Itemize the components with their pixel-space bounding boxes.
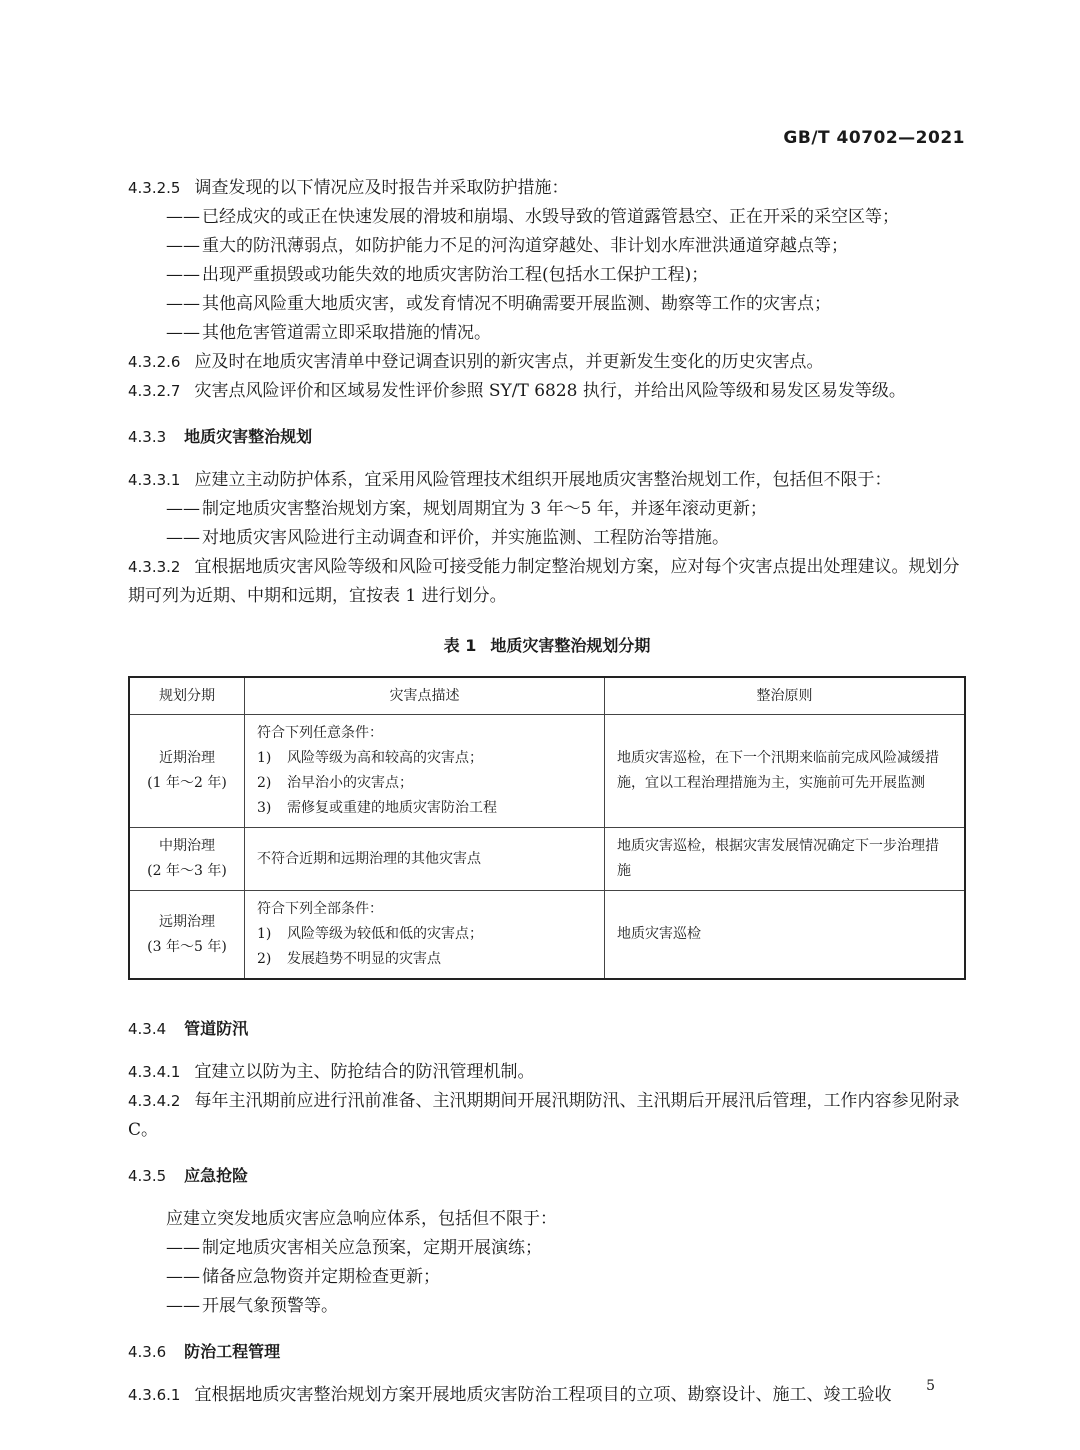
period-cell: 中期治理 (2 年～3 年) xyxy=(129,828,245,891)
clause-4-3-5-text: 应建立突发地质灾害应急响应体系，包括但不限于： xyxy=(166,1209,557,1229)
section-heading-4-3-4: 4.3.4 管道防汛 xyxy=(128,1019,249,1038)
clause-number: 4.3.3.1 xyxy=(128,471,181,489)
page-number: 5 xyxy=(926,1378,935,1394)
list-item: —— 储备应急物资并定期检查更新； xyxy=(166,1267,440,1287)
list-item: —— 已经成灾的或正在快速发展的滑坡和崩塌、水毁导致的管道露管悬空、正在开采的采空区等； xyxy=(166,207,899,227)
clause-number: 4.3.2.5 xyxy=(128,179,181,197)
clause-text: 调查发现的以下情况应及时报告并采取防护措施： xyxy=(194,178,569,198)
list-item: —— 其他危害管道需立即采取措施的情况。 xyxy=(166,323,491,343)
clause-4-3-3-1 xyxy=(128,466,966,495)
clause-number: 4.3.2.7 xyxy=(128,382,181,400)
clause-4-3-6-1 xyxy=(128,1381,966,1410)
description-cell: 不符合近期和远期治理的其他灾害点 xyxy=(245,828,605,891)
section-heading-4-3-3: 4.3.3 地质灾害整治规划 xyxy=(128,427,313,446)
list-item: —— 制定地质灾害整治规划方案，规划周期宜为 3 年～5 年，并逐年滚动更新； xyxy=(166,499,767,519)
clause-4-3-4-1 xyxy=(128,1058,966,1087)
section-heading-4-3-5: 4.3.5 应急抢险 xyxy=(128,1166,249,1185)
clause-text: 宜建立以防为主、防抢结合的防汛管理机制。 xyxy=(194,1062,535,1082)
principle-cell: 地质灾害巡检 xyxy=(605,891,966,980)
clause-number: 4.3.2.6 xyxy=(128,353,181,371)
header-description: 灾害点描述 xyxy=(245,677,605,715)
clause-4-3-3-2 xyxy=(128,553,966,611)
list-item: —— 出现严重损毁或功能失效的地质灾害防治工程(包括水工保护工程)； xyxy=(166,265,709,285)
clause-text: 宜根据地质灾害整治规划方案开展地质灾害防治工程项目的立项、勘察设计、施工、竣工验收 xyxy=(194,1385,892,1405)
clause-4-3-4-2 xyxy=(128,1087,966,1145)
period-cell: 远期治理 (3 年～5 年) xyxy=(129,891,245,980)
header-principle: 整治原则 xyxy=(605,677,966,715)
table-header-row xyxy=(129,677,965,715)
header-period: 规划分期 xyxy=(129,677,245,715)
list-item: —— 对地质灾害风险进行主动调查和评价，并实施监测、工程防治等措施。 xyxy=(166,528,729,548)
document-body xyxy=(128,174,966,1410)
clause-text: 宜根据地质灾害风险等级和风险可接受能力制定整治规划方案，应对每个灾害点提出处理建议。规划分期可列为近期、中期和远期，宜按表 1 进行划分。 xyxy=(128,557,960,606)
list-item: —— 制定地质灾害相关应急预案，定期开展演练； xyxy=(166,1238,542,1258)
clause-text: 应建立主动防护体系，宜采用风险管理技术组织开展地质灾害整治规划工作，包括但不限于： xyxy=(194,470,892,490)
principle-cell: 地质灾害巡检，在下一个汛期来临前完成风险减缓措施，宜以工程治理措施为主，实施前可先开展监测 xyxy=(605,715,966,828)
description-cell: 符合下列任意条件： 1) 风险等级为高和较高的灾害点； 2) 治早治小的灾害点； 3) 需修复或重建的地质灾害防治工程 xyxy=(245,715,605,828)
table-row xyxy=(129,715,965,828)
clause-number: 4.3.6.1 xyxy=(128,1386,181,1404)
period-cell: 近期治理 (1 年～2 年) xyxy=(129,715,245,828)
clause-text: 应及时在地质灾害清单中登记调查识别的新灾害点，并更新发生变化的历史灾害点。 xyxy=(194,352,824,372)
section-heading-4-3-6: 4.3.6 防治工程管理 xyxy=(128,1342,281,1361)
planning-table xyxy=(128,676,966,980)
table-row xyxy=(129,828,965,891)
standard-number: GB/T 40702—2021 xyxy=(783,128,965,148)
table-caption: 表 1 地质灾害整治规划分期 xyxy=(443,636,651,655)
clause-text: 灾害点风险评价和区域易发性评价参照 SY/T 6828 执行，并给出风险等级和易发区易发等级。 xyxy=(194,381,906,401)
clause-4-3-2-5 xyxy=(128,174,966,203)
list-item: —— 开展气象预警等。 xyxy=(166,1296,338,1316)
list-item: —— 重大的防汛薄弱点，如防护能力不足的河沟道穿越处、非计划水库泄洪通道穿越点等； xyxy=(166,236,848,256)
description-cell: 符合下列全部条件： 1) 风险等级为较低和低的灾害点； 2) 发展趋势不明显的灾害点 xyxy=(245,891,605,980)
table-row xyxy=(129,891,965,980)
list-item: —— 其他高风险重大地质灾害，或发育情况不明确需要开展监测、勘察等工作的灾害点； xyxy=(166,294,831,314)
clause-4-3-2-7 xyxy=(128,377,966,406)
principle-cell: 地质灾害巡检，根据灾害发展情况确定下一步治理措施 xyxy=(605,828,966,891)
clause-text: 每年主汛期前应进行汛前准备、主汛期期间开展汛期防汛、主汛期后开展汛后管理，工作内容参见附录 C。 xyxy=(128,1091,960,1140)
clause-number: 4.3.4.1 xyxy=(128,1063,181,1081)
clause-4-3-2-6 xyxy=(128,348,966,377)
clause-number: 4.3.3.2 xyxy=(128,558,181,576)
clause-number: 4.3.4.2 xyxy=(128,1092,181,1110)
